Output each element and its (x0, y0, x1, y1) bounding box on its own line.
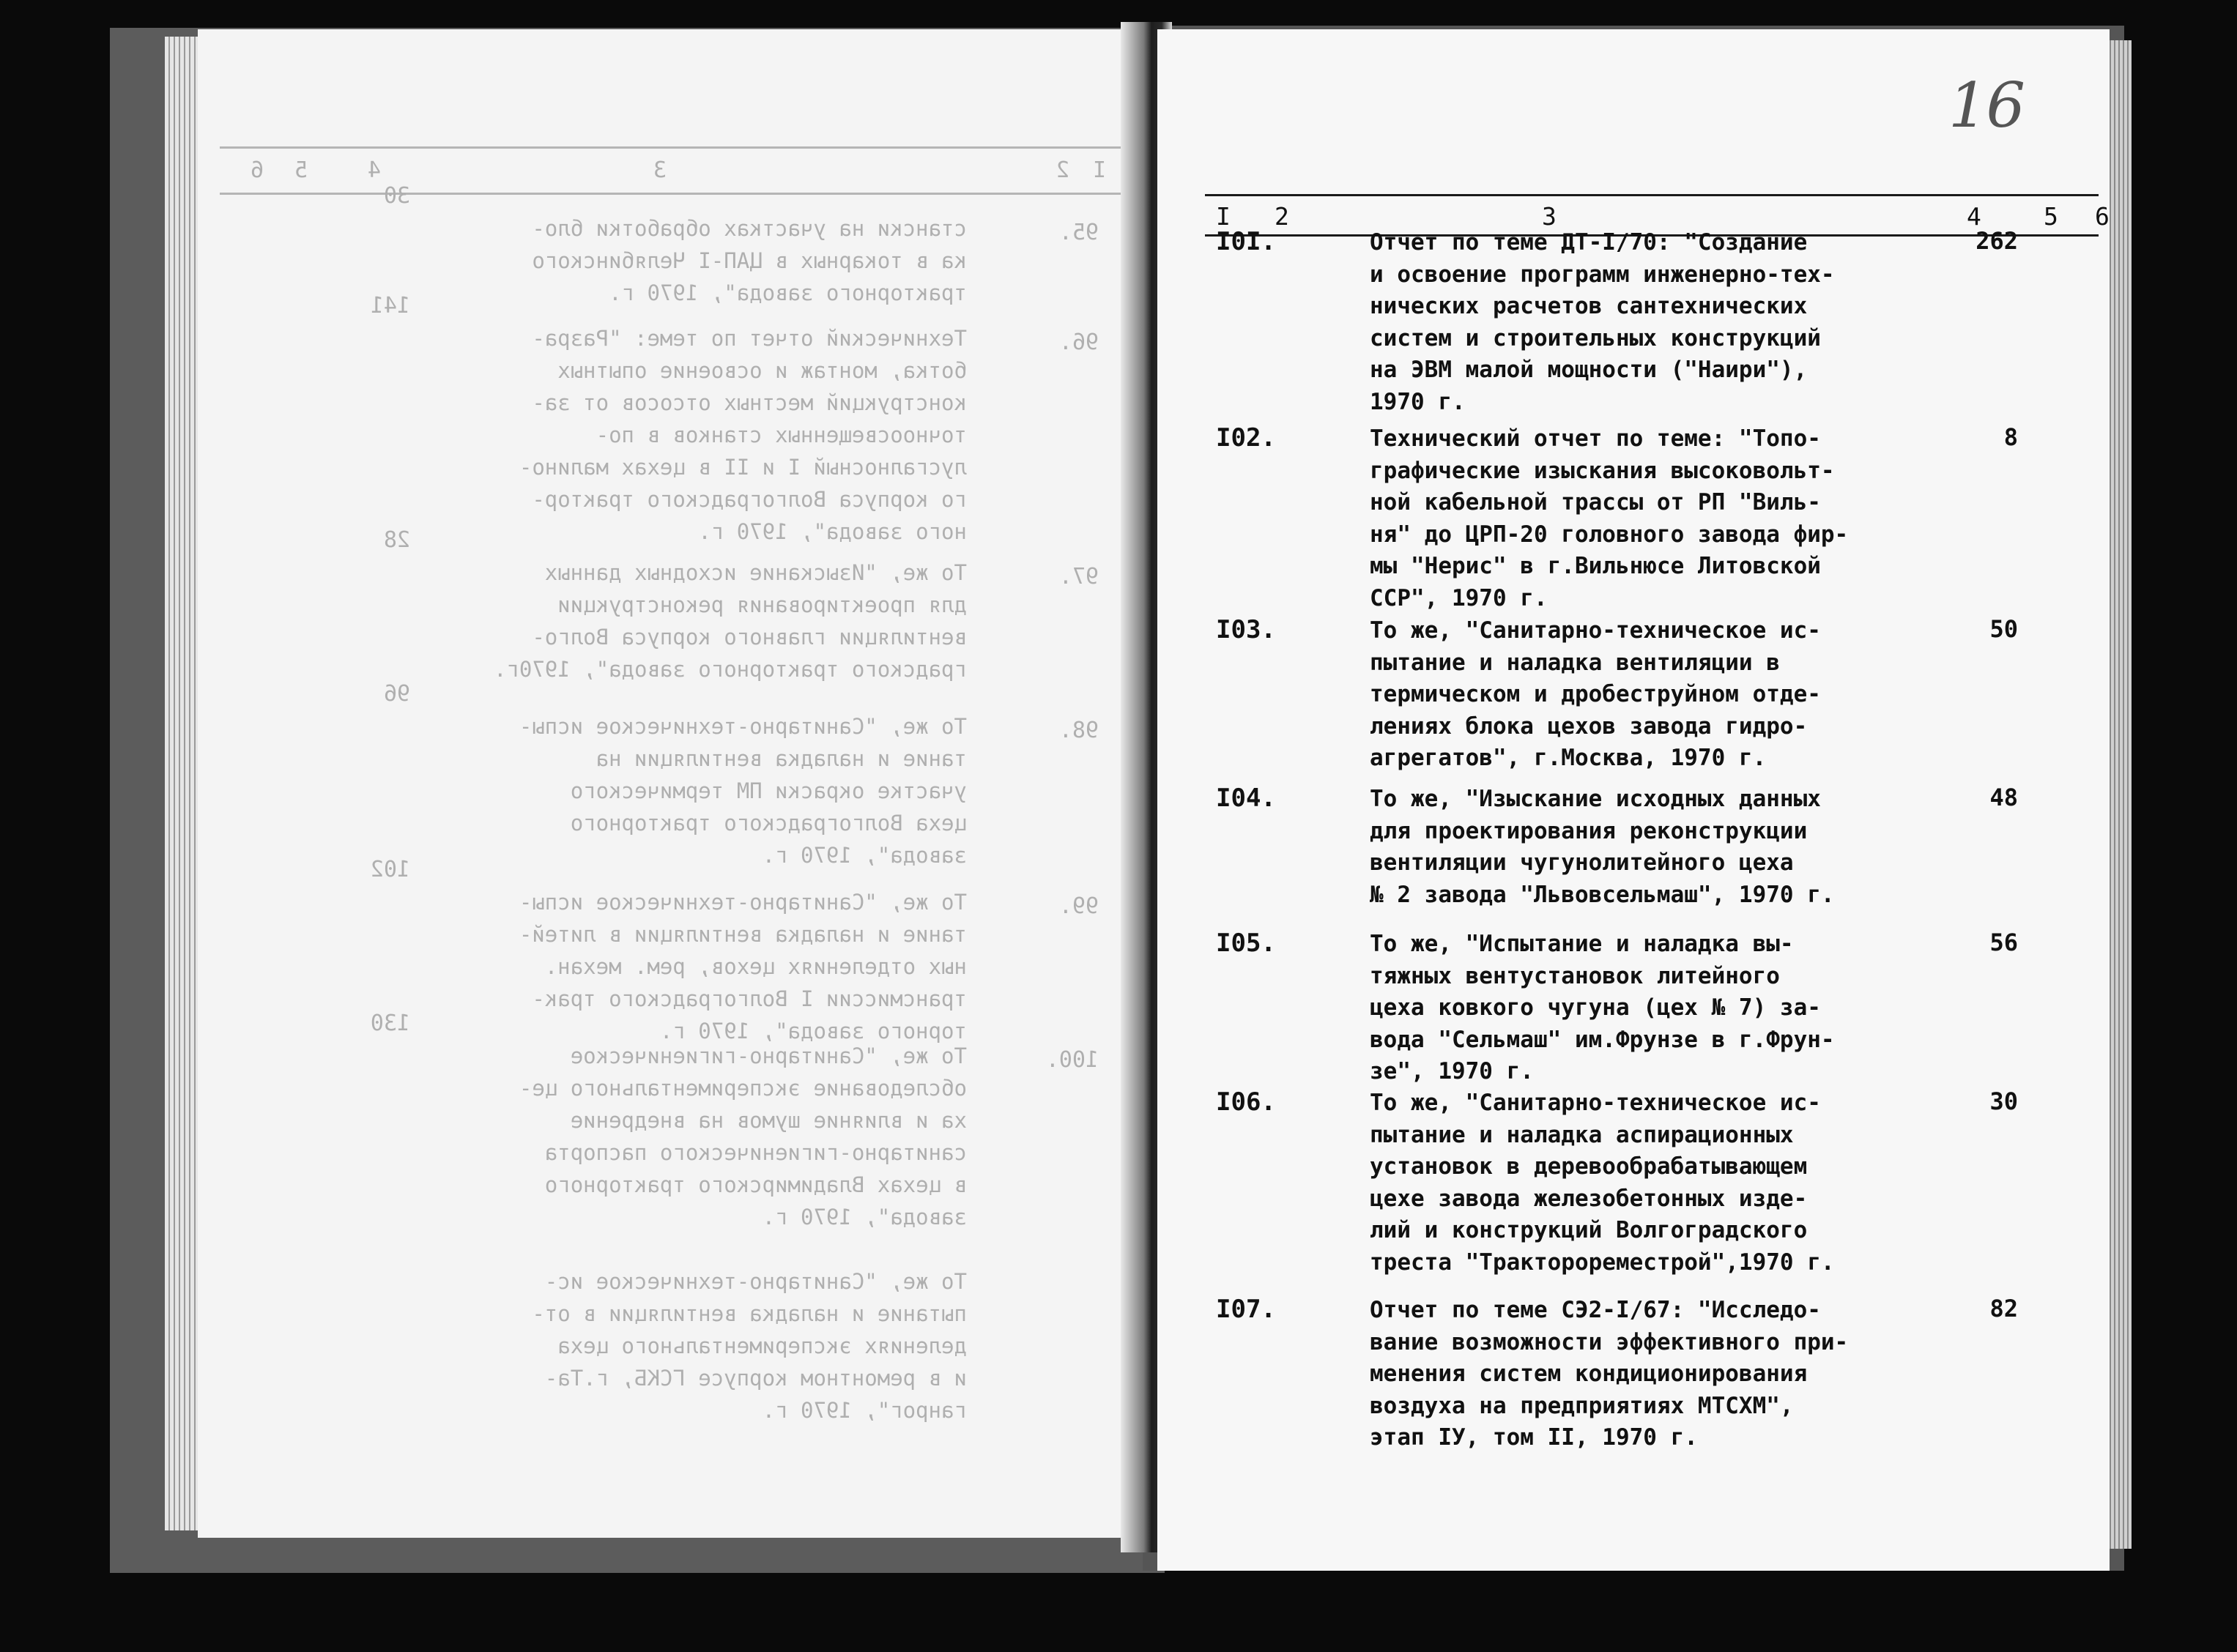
bleed-entry-pages: 102 (370, 857, 410, 882)
bleed-entry-text: Технический отчет по теме: "Разра- ботка, монтаж и освоение опытных конструкций местных отсосов от за- точноосвещенных станков в по- лусгалносный I и II в цехах малино- го корпуса Волгоградского трактор- ного завода", 1970 г. (519, 326, 967, 544)
column-header-3: 3 (1542, 202, 1557, 231)
entry-line: нических расчетов сантехнических (1370, 293, 1808, 319)
entry-line: лениях блока цехов завода гидро- (1370, 712, 1808, 740)
entry-page-count: 8 (2003, 423, 2018, 451)
entry-number: I0I. (1216, 227, 1276, 256)
entry-number: I05. (1216, 929, 1276, 958)
entry-line: Отчет по теме СЭ2-I/67: "Исследо- (1370, 1297, 1821, 1323)
entry-line: Технический отчет по теме: "Топо- (1370, 425, 1821, 452)
column-header-6: 6 (2095, 202, 2110, 231)
bleed-column-header: 2 (1056, 157, 1069, 183)
entry-line: менения систем кондиционирования (1370, 1361, 1808, 1387)
entry-line: № 2 завода "Львовсельмаш", 1970 г. (1370, 881, 1835, 908)
entry-line: ной кабельной трассы от РП "Виль- (1370, 489, 1821, 516)
entry-line: термическом и дробеструйном отде- (1370, 681, 1821, 707)
entry-page-count: 30 (1989, 1087, 2018, 1115)
bleed-entry-text: стански на участках обработки бло- ка в токарных в ЦАП-I Челябинского тракторного завода", 1970 г. (532, 216, 967, 305)
bleed-header-row (220, 146, 1121, 195)
entry-line: этап IУ, том II, 1970 г. (1370, 1424, 1698, 1451)
entry-line: вание возможности эффективного при- (1370, 1328, 1849, 1355)
entry-line: вода "Сельмаш" им.Фрунзе в г.Фрун- (1370, 1026, 1835, 1053)
entry-number: I06. (1216, 1087, 1276, 1117)
entry-line: воздуха на предприятиях МТСХМ", (1370, 1392, 1794, 1419)
entry-line: мы "Нерис" в г.Вильнюсе Литовской (1370, 553, 1821, 579)
bleed-through-text (198, 29, 1143, 1538)
handwritten-page-number: 16 (1948, 70, 2024, 141)
bleed-entry-pages: 141 (370, 293, 410, 319)
entry-line: тяжных вентустановок литейного (1370, 962, 1780, 989)
bleed-column-header: 3 (653, 157, 667, 183)
entry-page-count: 82 (1989, 1295, 2018, 1322)
bleed-entry-text: То же, "Санитарно-гигиеническое обследование экспериментального це- ха и влияние шумов на внедрение санитарно-гигиенического паспорта в цехах Владимирского тракторного завода", 1970 г. То же, "Санитарно-техническое ис- пытание и наладка вентиляции в от- делениях экспериментального цеха и в ремонтном корпусе ГСКБ, г.Та- ганрог", 1970 г. (519, 1043, 967, 1423)
bleed-entry-number: 98. (1058, 718, 1099, 743)
entry-line: Отчет по теме ДТ-I/70: "Создание (1370, 229, 1808, 256)
entry-number: I02. (1216, 423, 1276, 453)
entry-line: 1970 г. (1370, 388, 1466, 415)
column-header-2: 2 (1275, 202, 1289, 231)
entry-line: ня" до ЦРП-20 головного завода фир- (1370, 521, 1849, 548)
bleed-entry-number: 100. (1045, 1047, 1099, 1073)
entry-line: То же, "Санитарно-техническое ис- (1370, 617, 1821, 644)
entry-description (1370, 1295, 1848, 1454)
entry-line: графические изыскания высоковольт- (1370, 457, 1835, 484)
column-header-4: 4 (1967, 202, 1981, 231)
bleed-entry-pages: 96 (383, 681, 410, 707)
entry-description (1370, 423, 1848, 614)
entry-line: для проектирования реконструкции (1370, 817, 1808, 844)
bleed-entry-pages: 28 (383, 527, 410, 553)
entry-description (1370, 227, 1835, 418)
entry-line: зе", 1970 г. (1370, 1058, 1534, 1084)
entry-page-count: 48 (1989, 784, 2018, 811)
entry-line: пытание и наладка аспирационных (1370, 1121, 1794, 1148)
entry-number: I03. (1216, 615, 1276, 644)
entry-page-count: 56 (1989, 929, 2018, 956)
column-header-5: 5 (2044, 202, 2058, 231)
entry-line: цеха ковкого чугуна (цех № 7) за- (1370, 994, 1821, 1021)
right-page (1157, 29, 2110, 1571)
bleed-entry-number: 99. (1058, 893, 1099, 919)
entry-line: треста "Тракторореместрой",1970 г. (1370, 1249, 1835, 1276)
entry-line: То же, "Санитарно-техническое ис- (1370, 1090, 1821, 1116)
entry-page-count: 50 (1989, 615, 2018, 643)
bleed-column-header: 6 (250, 157, 264, 183)
entry-line: То же, "Изыскание исходных данных (1370, 786, 1821, 812)
bleed-entry-number: 97. (1058, 564, 1099, 589)
bleed-column-header: 5 (294, 157, 308, 183)
bleed-entry-text: То же, "Санитарно-техническое испы- тание и наладка вентиляции в литей- ных отделениях цехов, рем. механ. трансмиссии I Волгоградского трак- торного завода", 1970 г. (519, 890, 967, 1043)
bleed-entry-number: 95. (1058, 220, 1099, 245)
entry-description (1370, 784, 1835, 911)
entry-description (1370, 929, 1835, 1088)
entry-line: ССР", 1970 г. (1370, 584, 1548, 611)
left-page (198, 29, 1143, 1538)
entry-line: пытание и наладка вентиляции в (1370, 649, 1780, 676)
bleed-column-header: 4 (367, 157, 381, 183)
entry-number: I07. (1216, 1295, 1276, 1324)
bleed-entry-text: То же, "Изыскание исходных данных для проектирования реконструкции вентиляции главного корпуса Волго- градского тракторного завода", 1970г. (493, 560, 967, 682)
column-header-1: I (1216, 202, 1231, 231)
entry-line: и освоение программ инженерно-тех- (1370, 261, 1835, 288)
entry-line: То же, "Испытание и наладка вы- (1370, 931, 1794, 957)
entry-description (1370, 1087, 1835, 1279)
bleed-entry-text: То же, "Санитарно-техническое испы- тание и наладка вентиляции на участке окраски ПМ термического цеха Волгоградского тракторного завода", 1970 г. (519, 714, 967, 868)
entry-line: систем и строительных конструкций (1370, 324, 1821, 351)
entry-page-count: 262 (1976, 227, 2018, 255)
entry-line: вентиляции чугунолитейного цеха (1370, 849, 1794, 876)
entry-line: установок в деревообрабатывающем (1370, 1153, 1808, 1180)
entry-line: на ЭВМ малой мощности ("Наири"), (1370, 357, 1808, 383)
bleed-entry-pages: 130 (370, 1011, 410, 1036)
entry-number: I04. (1216, 784, 1276, 813)
entry-line: агрегатов", г.Москва, 1970 г. (1370, 745, 1767, 771)
bleed-column-header: I (1092, 157, 1106, 183)
bleed-entry-pages: 30 (383, 183, 410, 209)
entry-description (1370, 615, 1821, 775)
entry-line: лий и конструкций Волгоградского (1370, 1217, 1808, 1243)
bleed-entry-number: 96. (1058, 330, 1099, 355)
entry-line: цехе завода железобетонных изде- (1370, 1185, 1808, 1212)
